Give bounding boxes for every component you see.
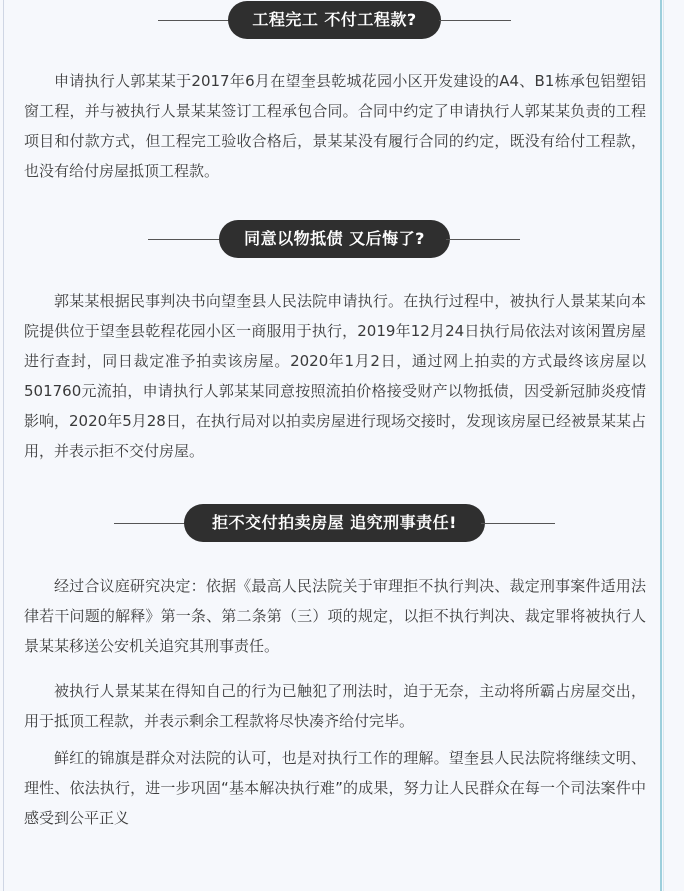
- heading-rule-left: [148, 239, 223, 240]
- heading-rule-left: [158, 20, 230, 21]
- heading-rule-right: [481, 523, 555, 524]
- right-border-line: [660, 0, 662, 891]
- paragraph: 申请执行人郭某某于2017年6月在望奎县乾城花园小区开发建设的A4、B1栋承包铝塑铝窗工程，并与被执行人景某某签订工程承包合同。合同中约定了申请执行人郭某某负责的工程项目和付款方式，但工程完工验收合格后，景某某没有履行合同的约定，既没有给付工程款，也没有给付房屋抵顶工程款。: [24, 72, 646, 180]
- paragraph: 被执行人景某某在得知自己的行为已触犯了刑法时，迫于无奈，主动将所霸占房屋交出，用于抵顶工程款，并表示剩余工程款将尽快凑齐给付完毕。: [24, 682, 646, 730]
- right-border-line-inner: [663, 0, 664, 891]
- heading-pill: 同意以物抵债 又后悔了?: [219, 220, 450, 258]
- paragraph: 郭某某根据民事判决书向望奎县人民法院申请执行。在执行过程中，被执行人景某某向本院提供位于望奎县乾程花园小区一商服用于执行，2019年12月24日执行局依法对该闲置房屋进行查封，同日裁定准予拍卖该房屋。2020年1月2日，通过网上拍卖的方式最终该房屋以501760元流拍，申请执行人郭某某同意按照流拍价格接受财产以物抵债，因受新冠肺炎疫情影响，2020年5月28日，在执行局对以拍卖房屋进行现场交接时，发现该房屋已经被景某某占用，并表示拒不交付房屋。: [24, 292, 646, 460]
- heading-rule-left: [114, 523, 188, 524]
- paragraph: 鲜红的锦旗是群众对法院的认可，也是对执行工作的理解。望奎县人民法院将继续文明、理性、依法执行，进一步巩固“基本解决执行难”的成果，努力让人民群众在每一个司法案件中感受到公平正义: [24, 749, 646, 827]
- heading-rule-right: [439, 20, 511, 21]
- section-heading-1: [0, 1, 660, 41]
- left-border-line: [3, 0, 4, 891]
- paragraph: 经过合议庭研究决定：依据《最高人民法院关于审理拒不执行判决、裁定刑事案件适用法律若干问题的解释》第一条、第二条第（三）项的规定，以拒不执行判决、裁定罪将被执行人景某某移送公安机关追究其刑事责任。: [24, 577, 646, 655]
- section-heading-2: [0, 220, 660, 260]
- heading-rule-right: [446, 239, 520, 240]
- section-heading-3: [0, 504, 660, 544]
- heading-pill: 拒不交付拍卖房屋 追究刑事责任!: [184, 504, 485, 542]
- heading-pill: 工程完工 不付工程款?: [228, 1, 441, 39]
